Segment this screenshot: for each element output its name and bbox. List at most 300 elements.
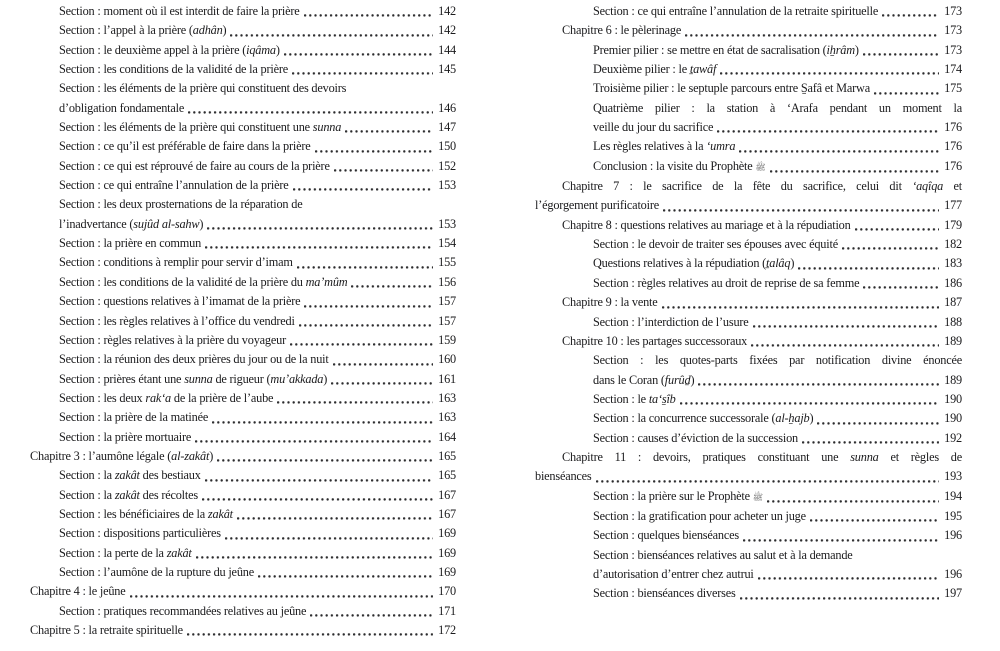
- entry-text-segment: Premier pilier : se mettre en état de sacralisation (: [593, 42, 827, 57]
- page-number: 169: [438, 526, 456, 541]
- entry-text: [59, 486, 198, 505]
- entry-text: [593, 60, 716, 79]
- entry-text-segment: Questions relatives à la répudiation (: [593, 256, 767, 271]
- toc-page-left: [30, 2, 456, 640]
- entry-wrap-line: [535, 448, 962, 467]
- entry-last-line: [59, 486, 456, 505]
- toc-entry-section: [535, 390, 962, 409]
- entry-last-line: [593, 390, 962, 409]
- entry-text-segment: ): [690, 372, 695, 387]
- entry-text: [562, 332, 747, 351]
- entry-text-segment: Section : bienséances relatives au salut et à la demande: [593, 547, 853, 562]
- entry-last-line: [593, 137, 962, 156]
- page-number: 159: [438, 332, 456, 347]
- page-number: 153: [438, 216, 456, 231]
- entry-text-segment: Section : ce qui entraîne l’annulation de la prière: [59, 178, 289, 193]
- entry-last-line: [30, 447, 456, 466]
- transliterated-term: al-zakât: [171, 448, 210, 463]
- entry-last-line: [59, 41, 456, 60]
- entry-text-segment: Section : la prière en commun: [59, 236, 202, 251]
- entry-text-segment: ): [222, 23, 227, 38]
- transliterated-term: adhân: [192, 23, 223, 38]
- entry-text-segment: Section : pratiques recommandées relatives au jeûne: [59, 603, 307, 618]
- dot-leader: [331, 382, 433, 385]
- toc-entry-section: [535, 351, 962, 390]
- entry-text: [593, 487, 763, 507]
- entry-text: [59, 99, 184, 118]
- entry-last-line: [593, 409, 962, 428]
- entry-text-segment: ): [854, 42, 859, 57]
- entry-text: [59, 234, 201, 253]
- toc-entry-section: [30, 331, 456, 350]
- page-number: 176: [944, 120, 962, 135]
- page-number: 170: [438, 584, 456, 599]
- toc-entry-section: [535, 79, 962, 98]
- entry-last-line: [59, 292, 456, 311]
- entry-text: [593, 584, 736, 603]
- dot-leader: [662, 306, 940, 309]
- entry-text-segment: ): [323, 371, 328, 386]
- entry-text-segment: Troisième pilier : le septuple parcours entre S̱afâ et Marwa: [593, 81, 870, 96]
- entry-text-segment: Section : les conditions de la validité de la prière du: [59, 274, 306, 289]
- entry-text-segment: Section : bienséances diverses: [593, 586, 736, 601]
- dot-leader: [685, 34, 939, 37]
- toc-entry-section: [535, 526, 962, 545]
- toc-entry-section: [30, 602, 456, 621]
- page-number: 179: [944, 217, 962, 232]
- entry-last-line: [59, 60, 456, 79]
- toc-entry-chapter: [30, 621, 456, 640]
- entry-text: [593, 371, 694, 390]
- page-number: 169: [438, 545, 456, 560]
- entry-text-segment: Section : quelques bienséances: [593, 528, 739, 543]
- entry-text-segment: Section : l’appel à la prière (: [59, 23, 193, 38]
- page-number: 193: [944, 469, 962, 484]
- entry-wrap-line: [535, 177, 962, 196]
- entry-last-line: [593, 235, 962, 254]
- entry-text: [59, 544, 192, 563]
- entry-text: [30, 621, 183, 640]
- entry-last-line: [535, 293, 962, 312]
- toc-entry-chapter: [535, 448, 962, 487]
- entry-last-line: [59, 524, 456, 543]
- dot-leader: [333, 363, 434, 366]
- toc-entry-section: [30, 41, 456, 60]
- toc-entry-section: [30, 389, 456, 408]
- entry-last-line: [535, 196, 962, 215]
- dot-leader: [258, 575, 433, 578]
- transliterated-term: sunna: [850, 449, 879, 464]
- dot-leader: [205, 246, 433, 249]
- dot-leader: [225, 537, 433, 540]
- page-number: 147: [438, 120, 456, 135]
- dot-leader: [698, 383, 939, 386]
- page-number: 160: [438, 352, 456, 367]
- entry-text-segment: ): [199, 216, 204, 231]
- entry-text-segment: Chapitre 8 : questions relatives au mariage et à la répudiation: [562, 217, 851, 232]
- entry-text-segment: Chapitre 3 : l’aumône légale (: [30, 448, 172, 463]
- entry-text-segment: Chapitre 9 : la vente: [562, 295, 658, 310]
- entry-text-segment: Section : la perte de la: [59, 545, 167, 560]
- page-number: 183: [944, 256, 962, 271]
- dot-leader: [740, 597, 940, 600]
- toc-entry-chapter: [535, 332, 962, 351]
- transliterated-term: ‘umra: [706, 139, 736, 154]
- toc-entry-section: [535, 429, 962, 448]
- entry-last-line: [59, 350, 456, 369]
- dot-leader: [720, 72, 939, 75]
- page-number: 155: [438, 255, 456, 270]
- entry-text-segment: Section : la concurrence successorale (: [593, 411, 776, 426]
- entry-text: [59, 312, 295, 331]
- entry-text-segment: Chapitre 11 : devoirs, pratiques constituant une: [562, 449, 851, 464]
- transliterated-term: sunna: [312, 120, 342, 135]
- entry-wrap-line: [59, 195, 456, 214]
- page-number: 196: [944, 566, 962, 581]
- dot-leader: [739, 150, 939, 153]
- toc-entry-chapter: [535, 293, 962, 312]
- entry-text: [59, 505, 233, 524]
- entry-wrap-line: [593, 351, 962, 370]
- entry-text-segment: Section : la prière de la matinée: [59, 410, 209, 425]
- dot-leader: [743, 539, 939, 542]
- transliterated-term: zakât: [207, 506, 233, 521]
- page-number: 173: [944, 42, 962, 57]
- page-number: 182: [944, 237, 962, 252]
- page-number: 165: [438, 468, 456, 483]
- entry-text-segment: Section : conditions à remplir pour servir d’imam: [59, 255, 293, 270]
- toc-entry-chapter: [30, 447, 456, 466]
- entry-text: [59, 408, 208, 427]
- entry-text-segment: Chapitre 10 : les partages successoraux: [562, 333, 748, 348]
- toc-entry-section: [535, 546, 962, 585]
- toc-entry-section: [535, 487, 962, 507]
- transliterated-term: sunna: [184, 371, 213, 386]
- dot-leader: [212, 421, 433, 424]
- entry-text-segment: Les règles relatives à la: [593, 139, 707, 154]
- entry-text: [593, 390, 676, 409]
- entry-last-line: [593, 79, 962, 98]
- page-number: 164: [438, 429, 456, 444]
- transliterated-term: ta‘s̱îb: [648, 391, 676, 406]
- entry-text-segment: Deuxième pilier : le: [593, 62, 690, 77]
- toc-entry-section: [30, 21, 456, 40]
- entry-text: [59, 253, 293, 272]
- entry-text: [593, 41, 859, 60]
- dot-leader: [292, 72, 433, 75]
- toc-entry-section: [30, 408, 456, 427]
- entry-text: [59, 292, 300, 311]
- entry-text: [593, 157, 766, 177]
- entry-text: [59, 602, 306, 621]
- entry-text-segment: des récoltes: [139, 487, 198, 502]
- entry-text-segment: Section : les quotes-parts fixées par notification divine énoncée: [593, 353, 962, 368]
- entry-last-line: [59, 118, 456, 137]
- entry-last-line: [59, 176, 456, 195]
- entry-text-segment: des bestiaux: [139, 468, 201, 483]
- entry-text-segment: Chapitre 5 : la retraite spirituelle: [30, 623, 183, 637]
- entry-text: [59, 137, 311, 156]
- entry-text-segment: Section : les conditions de la validité de la prière: [59, 62, 288, 77]
- entry-last-line: [59, 602, 456, 621]
- entry-last-line: [593, 254, 962, 273]
- toc-entry-section: [535, 2, 962, 21]
- toc-entry-section: [535, 313, 962, 332]
- page-number: 174: [944, 62, 962, 77]
- dot-leader: [130, 595, 434, 598]
- entry-last-line: [59, 408, 456, 427]
- dot-leader: [187, 633, 433, 636]
- entry-last-line: [593, 371, 962, 390]
- dot-leader: [310, 614, 433, 617]
- page-number: 172: [438, 623, 456, 637]
- entry-text-segment: de la prière de l’aube: [171, 390, 274, 405]
- entry-last-line: [593, 584, 962, 603]
- entry-last-line: [59, 253, 456, 272]
- toc-entry-section: [30, 118, 456, 137]
- dot-leader: [717, 130, 939, 133]
- entry-wrap-line: [593, 546, 962, 565]
- dot-leader: [798, 267, 939, 270]
- entry-last-line: [593, 41, 962, 60]
- entry-last-line: [59, 2, 456, 21]
- entry-text: [593, 79, 870, 98]
- entry-last-line: [59, 370, 456, 389]
- entry-last-line: [59, 466, 456, 485]
- entry-text-segment: Quatrième pilier : la station à ‘Arafa pendant un moment la: [593, 100, 962, 115]
- entry-text-segment: Section : la gratification pour acheter un juge: [593, 508, 806, 523]
- entry-text: [59, 60, 288, 79]
- entry-text-segment: Section : la réunion des deux prières du jour ou de la nuit: [59, 352, 329, 367]
- toc-entry-section: [30, 505, 456, 524]
- entry-text: [59, 524, 221, 543]
- entry-text-segment: l’inadvertance (: [59, 216, 134, 231]
- entry-text-segment: Section : le devoir de traiter ses épouses avec équité: [593, 237, 838, 252]
- entry-text: [535, 196, 659, 215]
- dot-leader: [863, 53, 939, 56]
- dot-leader: [207, 227, 433, 230]
- entry-text-segment: Section : règles relatives à la prière du voyageur: [59, 332, 286, 347]
- toc-entry-chapter: [535, 216, 962, 235]
- entry-text-segment: et: [943, 179, 962, 194]
- entry-text-segment: de rigueur (: [212, 371, 271, 386]
- entry-last-line: [59, 157, 456, 176]
- toc-entry-section: [30, 312, 456, 331]
- dot-leader: [810, 519, 939, 522]
- dot-leader: [277, 401, 433, 404]
- page-number: 176: [944, 139, 962, 154]
- dot-leader: [304, 305, 433, 308]
- toc-entry-section: [535, 507, 962, 526]
- entry-text: [59, 331, 286, 350]
- entry-text-segment: Section : la prière mortuaire: [59, 429, 192, 444]
- toc-entry-section: [535, 137, 962, 156]
- entry-text-segment: ): [790, 256, 795, 271]
- page-number: 153: [438, 178, 456, 193]
- page-number: 157: [438, 313, 456, 328]
- entry-text: [593, 429, 798, 448]
- entry-text: [59, 118, 341, 137]
- toc-entry-section: [30, 544, 456, 563]
- entry-last-line: [593, 157, 962, 177]
- entry-text: [593, 235, 838, 254]
- dot-leader: [345, 130, 433, 133]
- transliterated-term: sujûd al-sahw: [133, 216, 200, 231]
- dot-leader: [205, 479, 433, 482]
- entry-wrap-line: [59, 79, 456, 98]
- entry-last-line: [59, 331, 456, 350]
- page-number: 189: [944, 333, 962, 348]
- dot-leader: [874, 92, 939, 95]
- page-number: 190: [944, 391, 962, 406]
- dot-leader: [758, 577, 939, 580]
- dot-leader: [767, 500, 939, 503]
- entry-last-line: [59, 389, 456, 408]
- entry-text-segment: l’égorgement purificatoire: [535, 198, 659, 213]
- entry-text: [59, 176, 289, 195]
- page-number: 163: [438, 410, 456, 425]
- entry-text-segment: Section : règles relatives au droit de reprise de sa femme: [593, 275, 860, 290]
- dot-leader: [237, 517, 433, 520]
- entry-text: [593, 526, 739, 545]
- dot-leader: [297, 266, 433, 269]
- page-number: 150: [438, 139, 456, 154]
- page-number: 167: [438, 506, 456, 521]
- dot-leader: [334, 169, 433, 172]
- toc-entry-section: [30, 563, 456, 582]
- entry-text-segment: Section : ce qu’il est préférable de faire dans la prière: [59, 139, 311, 154]
- prophet-honorific-icon: ﷺ: [752, 491, 764, 502]
- entry-text-segment: Chapitre 6 : le pèlerinage: [562, 23, 682, 38]
- page-number: 142: [438, 4, 456, 18]
- entry-text: [59, 41, 280, 60]
- entry-text-segment: Section : dispositions particulières: [59, 526, 221, 541]
- toc-entry-chapter: [30, 582, 456, 601]
- dot-leader: [299, 324, 433, 327]
- entry-text-segment: ): [809, 411, 814, 426]
- entry-last-line: [535, 216, 962, 235]
- entry-last-line: [59, 544, 456, 563]
- dot-leader: [202, 498, 433, 501]
- entry-text-segment: Section : le: [593, 391, 649, 406]
- toc-entry-section: [535, 274, 962, 293]
- entry-text: [59, 273, 347, 292]
- entry-text: [593, 254, 794, 273]
- toc-entry-section: [30, 273, 456, 292]
- entry-last-line: [59, 215, 456, 234]
- page-number: 173: [944, 23, 962, 38]
- toc-entry-section: [30, 428, 456, 447]
- dot-leader: [290, 343, 433, 346]
- page-number: 190: [944, 411, 962, 426]
- dot-leader: [315, 150, 434, 153]
- entry-text: [535, 467, 592, 486]
- entry-last-line: [59, 563, 456, 582]
- entry-wrap-line: [593, 99, 962, 118]
- page-number: 186: [944, 275, 962, 290]
- entry-text-segment: Section : les règles relatives à l’office du vendredi: [59, 313, 295, 328]
- page-number: 142: [438, 23, 456, 38]
- toc-entry-section: [535, 584, 962, 603]
- entry-text-segment: Section : l’interdiction de l’usure: [593, 314, 749, 329]
- page-number: 194: [944, 488, 962, 503]
- transliterated-term: ‘aqîqa: [912, 179, 944, 194]
- dot-leader: [817, 422, 939, 425]
- dot-leader: [751, 344, 939, 347]
- entry-text: [30, 447, 213, 466]
- toc-entry-section: [30, 60, 456, 79]
- entry-last-line: [593, 274, 962, 293]
- dot-leader: [753, 325, 940, 328]
- entry-text-segment: Section : prières étant une: [59, 371, 185, 386]
- transliterated-term: ṯalâq: [766, 256, 791, 271]
- toc-entry-section: [30, 2, 456, 21]
- toc-entry-chapter: [535, 21, 962, 40]
- toc-entry-section: [30, 524, 456, 543]
- transliterated-term: al-ẖajb: [775, 411, 810, 426]
- toc-page-right: [535, 2, 962, 604]
- entry-text-segment: bienséances: [535, 469, 592, 484]
- entry-text-segment: Section : l’aumône de la rupture du jeûne: [59, 564, 254, 579]
- entry-text: [562, 293, 658, 312]
- entry-text-segment: Section : les éléments de la prière qui constituent une: [59, 120, 313, 135]
- page-number: 175: [944, 81, 962, 96]
- entry-text-segment: Section : causes d’éviction de la succession: [593, 430, 798, 445]
- entry-text: [59, 2, 300, 21]
- page-number: 187: [944, 295, 962, 310]
- page-number: 189: [944, 372, 962, 387]
- page-number: 192: [944, 430, 962, 445]
- toc-entry-section: [30, 79, 456, 118]
- entry-text: [59, 157, 330, 176]
- entry-text-segment: d’autorisation d’entrer chez autrui: [593, 566, 754, 581]
- toc-entry-section: [535, 157, 962, 177]
- entry-text-segment: Section : ce qui entraîne l’annulation de la retraite spirituelle: [593, 4, 879, 18]
- entry-text-segment: et règles de: [878, 449, 962, 464]
- entry-text-segment: Conclusion : la visite du Prophète: [593, 158, 756, 173]
- entry-text-segment: Section : les bénéficiaires de la: [59, 506, 208, 521]
- entry-last-line: [59, 137, 456, 156]
- entry-text-segment: veille du jour du sacrifice: [593, 120, 714, 135]
- toc-entry-chapter: [535, 177, 962, 216]
- entry-last-line: [593, 2, 962, 21]
- dot-leader: [855, 228, 940, 231]
- toc-entry-section: [30, 292, 456, 311]
- entry-last-line: [59, 273, 456, 292]
- page-number: 156: [438, 274, 456, 289]
- transliterated-term: ṯawâf: [689, 62, 717, 77]
- entry-last-line: [593, 507, 962, 526]
- page-number: 163: [438, 390, 456, 405]
- page-number: 188: [944, 314, 962, 329]
- transliterated-term: mu’akkada: [270, 371, 324, 386]
- toc-entry-section: [535, 41, 962, 60]
- page-number: 169: [438, 564, 456, 579]
- entry-text: [59, 466, 201, 485]
- dot-leader: [663, 209, 939, 212]
- entry-text-segment: Section : moment où il est interdit de faire la prière: [59, 4, 300, 18]
- prophet-honorific-icon: ﷺ: [755, 161, 766, 172]
- dot-leader: [863, 286, 939, 289]
- page-number: 165: [438, 448, 456, 463]
- entry-text: [59, 389, 273, 408]
- dot-leader: [351, 285, 433, 288]
- entry-last-line: [59, 312, 456, 331]
- entry-last-line: [59, 234, 456, 253]
- page-number: 195: [944, 508, 962, 523]
- entry-text: [593, 409, 813, 428]
- toc-entry-section: [30, 157, 456, 176]
